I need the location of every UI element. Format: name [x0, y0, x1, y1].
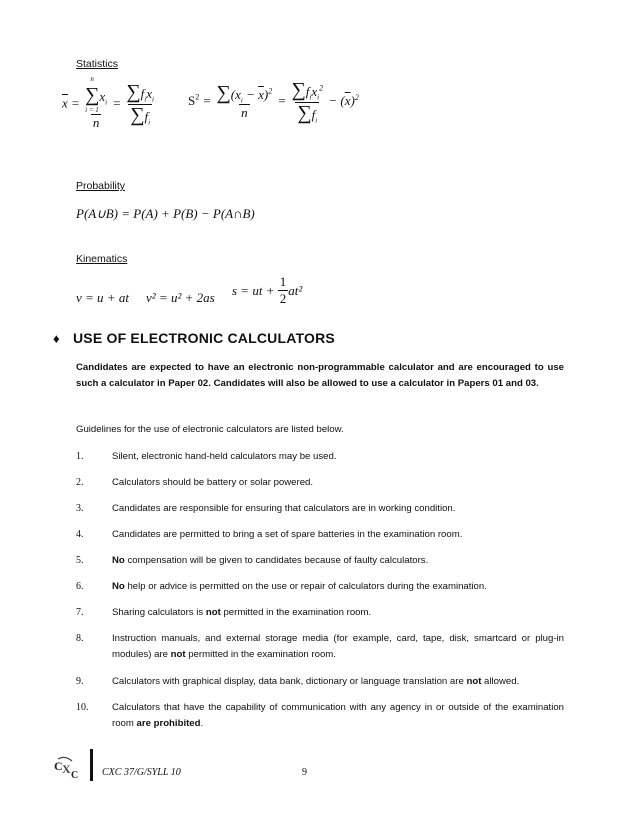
item-text: Candidates are permitted to bring a set of spare batteries in the examination room. [112, 529, 463, 540]
kinematics-3-right: at² [288, 282, 303, 298]
item-text-post: permitted in the examination room. [220, 607, 372, 618]
intro-paragraph: Candidates are expected to have an electronic non-programmable calculator and are encouraged to use such a calculator in Paper 02. Candidates will also be allowed to use a calculator in Papers 01 and 03. [76, 362, 564, 389]
item-text [112, 700, 564, 732]
statistics-variance-formula: $S^2$ = $\frac{\sum(x_i - \overline{x})^2}{n}$ = $\frac{\sum f_ix_i^2}{\sum f_i}$ − $(\overline{x})^2$ [188, 79, 359, 125]
item-text-bold: No [112, 581, 125, 592]
item-text-bold: not [170, 649, 186, 660]
cxc-logo-mark [53, 756, 83, 782]
guidelines-intro: Guidelines for the use of electronic calculators are listed below. [76, 424, 344, 435]
probability-label: Probability [76, 180, 126, 192]
item-text [112, 631, 564, 663]
item-text-pre: Sharing calculators is [112, 607, 206, 618]
kinematics-formula-1: v = u + at [76, 290, 129, 305]
kinematics-3-fraction [278, 274, 289, 307]
cxc-logo [53, 756, 83, 782]
svg-text:X: X [62, 762, 71, 776]
item-number: 5. [76, 555, 84, 566]
item-text-post: permitted in the examination room. [185, 649, 336, 660]
item-text-pre: Calculators that have the capability of communication with any agency in or outside of the examination room [112, 702, 564, 729]
page-number: 9 [302, 767, 307, 778]
item-text [112, 553, 564, 569]
item-number: 4. [76, 529, 84, 540]
item-text [112, 579, 564, 595]
section-heading: USE OF ELECTRONIC CALCULATORS [73, 330, 335, 346]
item-number: 6. [76, 581, 84, 592]
kinematics-3-num: 1 [279, 274, 287, 289]
diamond-bullet-icon: ♦ [53, 331, 60, 346]
kinematics-3-left: s = ut + [232, 282, 275, 298]
kinematics-label: Kinematics [76, 253, 128, 265]
item-number: 9. [76, 676, 84, 687]
item-text-post: . [200, 718, 204, 729]
item-text [112, 674, 564, 690]
item-text: Silent, electronic hand-held calculators may be used. [112, 451, 337, 462]
statistics-label: Statistics [76, 58, 119, 70]
item-text-pre: Calculators with graphical display, data bank, dictionary or language translation are [112, 676, 467, 687]
item-text: Candidates are responsible for ensuring that calculators are in working condition. [112, 503, 456, 514]
item-text-bold: not [205, 607, 221, 618]
item-text-post: allowed. [481, 676, 520, 687]
item-number: 2. [76, 477, 84, 488]
item-number: 8. [76, 633, 84, 644]
cxc-logo-text: C [54, 759, 63, 773]
item-text-bold: No [112, 555, 125, 566]
footer-divider [90, 749, 93, 781]
item-text: Calculators should be battery or solar powered. [112, 477, 314, 488]
kinematics-formula-3 [232, 274, 302, 307]
item-number: 7. [76, 607, 84, 618]
item-text-pre: Instruction manuals, and external storage media (for example, card, tape, disk, smartcard or plug-in modules) are [112, 633, 564, 660]
statistics-mean-formula: $\overline{x}$ = n $\sum x_i$ i = 1 n = $\frac{\sum f_ix_i}{\sum f_i}$ [62, 75, 154, 130]
probability-formula: P(A∪B) = P(A) + P(B) − P(A∩B) [76, 206, 255, 221]
item-number: 1. [76, 451, 84, 462]
syllabus-code: CXC 37/G/SYLL 10 [102, 767, 181, 778]
kinematics-3-den: 2 [279, 291, 287, 306]
item-text-bold: are prohibited [136, 718, 201, 729]
item-text [112, 605, 564, 621]
item-number: 10. [76, 702, 89, 713]
kinematics-formula-2: v² = u² + 2as [146, 290, 215, 305]
item-text-post: compensation will be given to candidates because of faulty calculators. [124, 555, 429, 566]
svg-text:C: C [71, 770, 79, 781]
item-number: 3. [76, 503, 84, 514]
item-text-post: help or advice is permitted on the use or repair of calculators during the examination. [124, 581, 487, 592]
item-text-bold: not [466, 676, 482, 687]
